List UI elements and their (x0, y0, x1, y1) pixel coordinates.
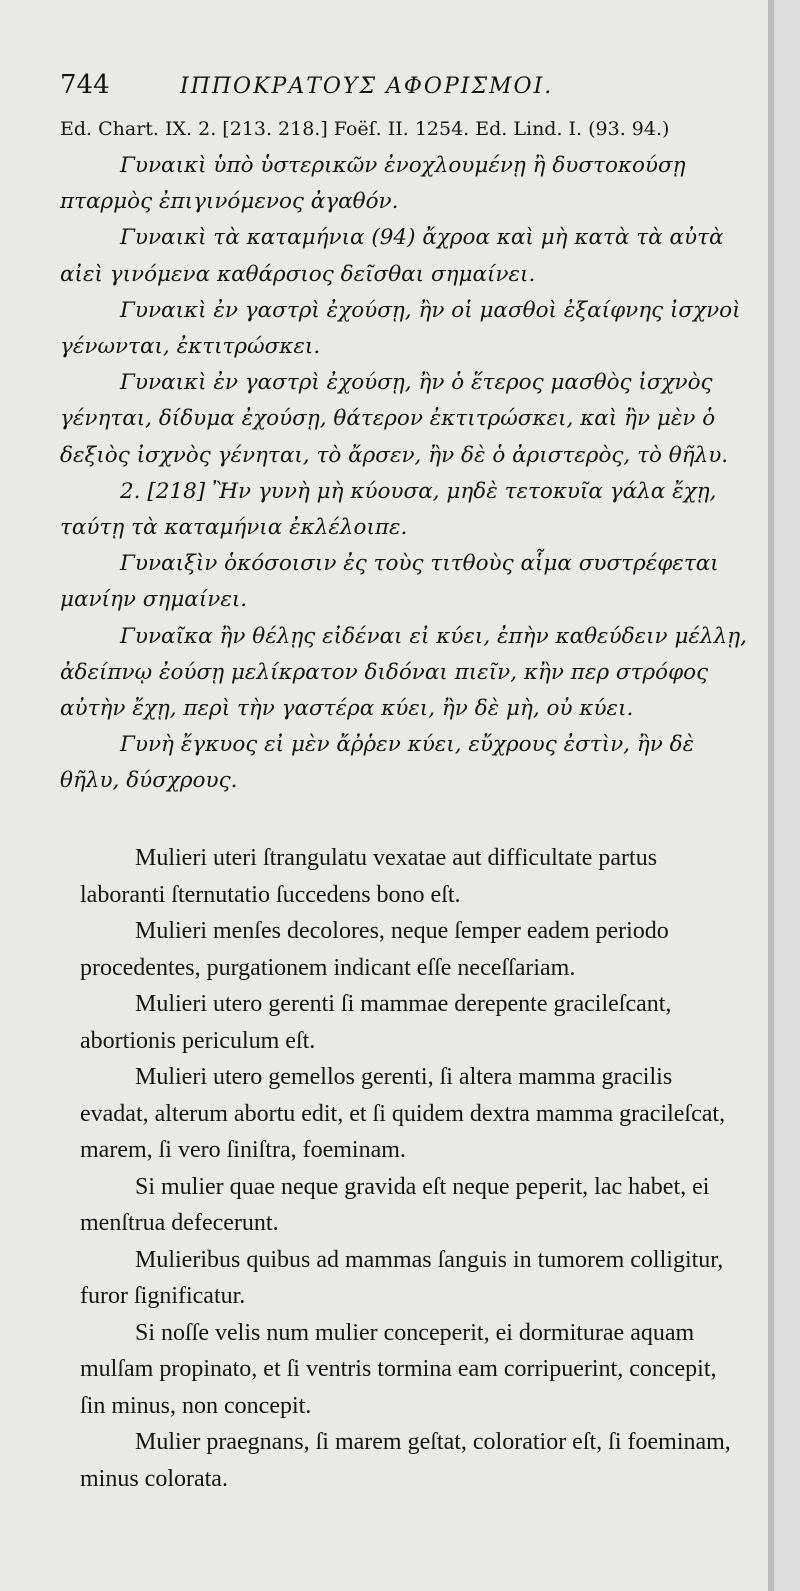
latin-aphorism: Si noſſe velis num mulier conceperit, ei dormiturae aquam mulſam propinato, et ſi ventris tormina eam corripuerint, concepit, ſin minus, non concepit. (80, 1319, 717, 1419)
greek-aphorism: Γυναιξὶν ὁκόσοισιν ἐς τοὺς τιτθοὺς αἷμα συστρέφεται μανίην σημαίνει. (60, 551, 719, 613)
greek-aphorism: Γυναικὶ ἐν γαστρὶ ἐχούσῃ, ἢν οἱ μασθοὶ ἐξαίφνης ἰσχνοὶ γένωνται, ἐκτιτρώσκει. (60, 297, 741, 360)
greek-aphorism: Γυναικὶ τὰ καταμήνια (94) ἄχροα καὶ μὴ κατὰ τὰ αὐτὰ αἰεὶ γινόμενα καθάρσιος δεῖσθαι σημαίνει. (60, 225, 724, 287)
greek-text-block (60, 148, 760, 800)
latin-aphorism: Mulieri utero gemellos gerenti, ſi altera mamma gracilis evadat, alterum abortu edit, et ſi quidem dextra mamma gracileſcat, marem, ſi vero ſiniſtra, foeminam. (80, 1064, 726, 1163)
greek-aphorism: Γυνὴ ἔγκυος εἰ μὲν ἄῤῥεν κύει, εὔχρους ἐστὶν, ἢν δὲ θῆλυ, δύσχρους. (60, 732, 695, 794)
page-number: 744 (60, 70, 110, 100)
latin-translation-block (80, 840, 740, 1497)
running-title: ΙΠΠΟΚΡΑΤΟΥΣ ΑΦΟΡΙΣΜΟΙ. (180, 74, 554, 99)
latin-aphorism: Mulieribus quibus ad mammas ſanguis in tumorem colligitur, furor ſignificatur. (80, 1246, 724, 1309)
latin-aphorism: Mulieri menſes decolores, neque ſemper eadem periodo procedentes, purgationem indicant eſſe neceſſariam. (80, 918, 669, 981)
latin-aphorism: Mulieri uteri ſtrangulatu vexatae aut difficultate partus laboranti ſternutatio ſuccedens bono eſt. (80, 845, 658, 908)
greek-aphorism: Γυναικὶ ἐν γαστρὶ ἐχούσῃ, ἢν ὁ ἕτερος μασθὸς ἰσχνὸς γένηται, δίδυμα ἐχούσῃ, θάτερον ἐκτιτρώσκει, καὶ ἢν μὲν ὁ δεξιὸς ἰσχνὸς γένηται, τὸ ἄρσεν, ἢν δὲ ὁ ἀριστερὸς, τὸ θῆλυ. (60, 370, 729, 468)
latin-aphorism: Mulieri utero gerenti ſi mammae derepente gracileſcant, abortionis periculum eſt. (80, 991, 672, 1054)
greek-aphorism: Γυναικὶ ὑπὸ ὑστερικῶν ἐνοχλουμένῃ ἢ δυστοκούσῃ πταρμὸς ἐπιγινόμενος ἀγαθόν. (60, 153, 686, 215)
latin-aphorism: Si mulier quae neque gravida eſt neque peperit, lac habet, ei menſtrua defecerunt. (80, 1173, 710, 1236)
latin-aphorism: Mulier praegnans, ſi marem geſtat, coloratior eſt, ſi foeminam, minus colorata. (80, 1429, 731, 1492)
greek-aphorism: 2. [218] Ἢν γυνὴ μὴ κύουσα, μηδὲ τετοκυῖα γάλα ἔχῃ, ταύτῃ τὰ καταμήνια ἐκλέλοιπε. (60, 478, 717, 541)
page-header (60, 70, 740, 100)
edition-reference-line: Ed. Chart. IX. 2. [213. 218.] Foëſ. II. 1254. Ed. Lind. I. (93. 94.) (60, 118, 670, 140)
greek-aphorism: Γυναῖκα ἢν θέλῃς εἰδέναι εἰ κύει, ἐπὴν καθεύδειν μέλλῃ, ἀδείπνῳ ἐούσῃ μελίκρατον διδόναι πιεῖν, κἢν περ στρόφος αὐτὴν ἔχῃ, περὶ τὴν γαστέρα κύει, ἢν δὲ μὴ, οὐ κύει. (60, 623, 747, 722)
